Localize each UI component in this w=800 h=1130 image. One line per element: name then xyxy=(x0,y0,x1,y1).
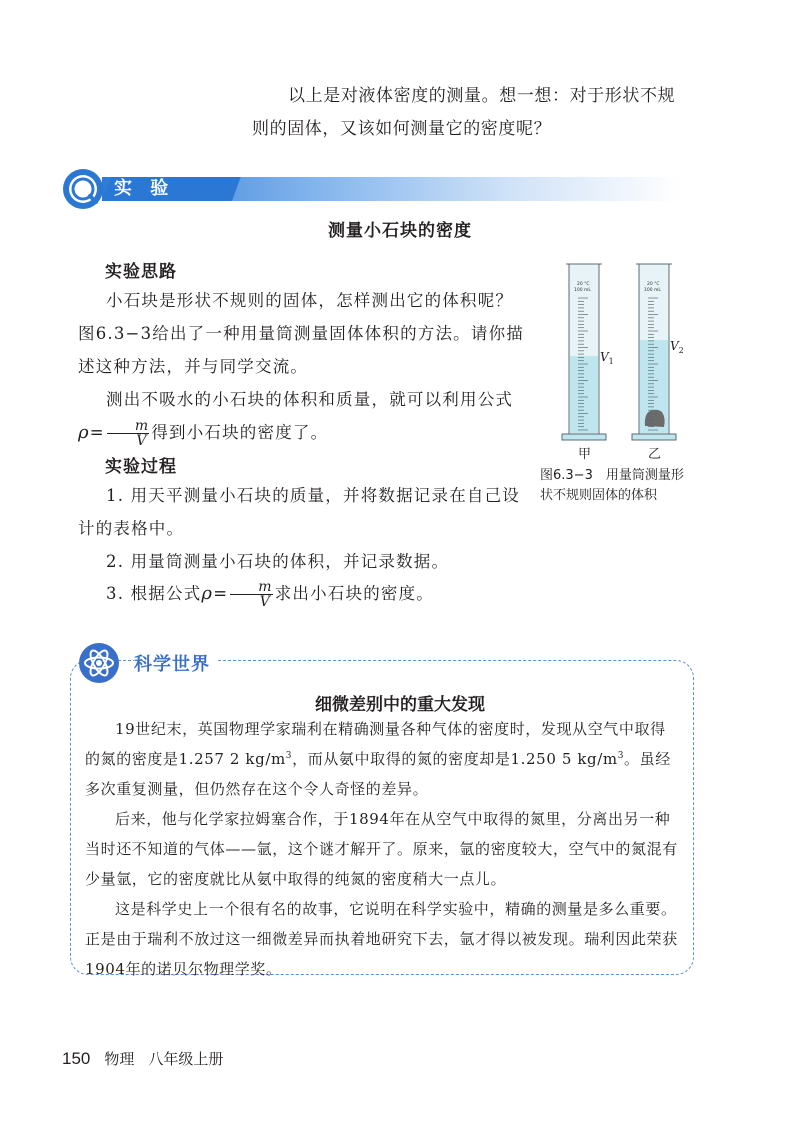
process-step-2: 2. 用量筒测量小石块的体积，并记录数据。 xyxy=(106,552,450,571)
sw-paragraph-2: 后来，他与化学家拉姆塞合作，于1894年在从空气中取得的氮里，分离出另一种当时还不知道的气体——氩，这个谜才解开了。原来，氩的密度较大，空气中的氮混有少量氩，它的密度就比从氨中取得的纯氮的密度稍大一点儿。 xyxy=(85,810,678,888)
experiment-banner xyxy=(62,168,682,208)
v1-label xyxy=(600,350,614,366)
sup-3a: 3 xyxy=(285,751,293,761)
idea-paragraph-2 xyxy=(78,383,528,449)
formula-fraction xyxy=(107,419,149,448)
v1-letter: V xyxy=(600,350,609,364)
cyl2-cap: 100 mL xyxy=(644,288,661,293)
intro-line-1: 以上是对液体密度的测量。想一想：对于形状不规 xyxy=(288,86,676,106)
science-world-title: 细微差别中的重大发现 xyxy=(315,695,485,715)
process-step-1: 1. 用天平测量小石块的质量，并将数据记录在自己设计的表格中。 xyxy=(78,486,520,538)
sw-paragraph-3: 这是科学史上一个很有名的故事，它说明在科学实验中，精确的测量是多么重要。正是由于瑞利不放过这一细微差异而执着地研究下去，氩才得以被发现。瑞利因此荣获1904年的诺贝尔物理学奖。 xyxy=(85,900,678,978)
caption-line-1: 图6.3−3 用量筒测量形 xyxy=(540,468,684,483)
magnifier-icon xyxy=(62,168,104,210)
v2-letter: V xyxy=(670,339,679,353)
formula-denominator: V xyxy=(107,433,149,448)
formula-equals-2: = xyxy=(213,584,229,603)
formula-numerator-2: m xyxy=(258,579,273,595)
sw-p1-b: ，而从氨中取得的氮的密度却是1.250 5 kg/m xyxy=(292,750,618,768)
v1-subscript: 1 xyxy=(608,357,614,366)
sup-3b: 3 xyxy=(617,751,625,761)
atom-icon xyxy=(78,642,120,684)
formula-equals: = xyxy=(89,423,105,442)
idea-paragraph-1: 小石块是形状不规则的固体，怎样测出它的体积呢？图6.3−3给出了一种用量筒测量固体体积的方法。请你描述这种方法，并与同学交流。 xyxy=(78,291,524,376)
v2-subscript: 2 xyxy=(678,346,684,355)
intro-text xyxy=(230,80,700,146)
process-step-3 xyxy=(78,577,528,610)
figure-caption xyxy=(540,466,715,506)
step3-text-b: 求出小石块的密度。 xyxy=(274,584,435,603)
experiment-title: 测量小石块的密度 xyxy=(328,221,472,241)
intro-line-2: 则的固体，又该如何测量它的密度呢？ xyxy=(252,119,552,139)
cyl1-temp: 20 °C xyxy=(577,282,590,287)
step3-text-a: 3. 根据公式 xyxy=(106,584,202,603)
formula-rho-2: ρ xyxy=(201,583,214,604)
sw-p1-c: 。虽经多次重复测量，但仍然存在这个令人奇怪的差异。 xyxy=(85,750,671,798)
formula-denominator-2: V xyxy=(230,594,272,609)
cyl2-temp: 20 °C xyxy=(647,282,660,287)
idea-p2-text-b: 得到小石块的密度了。 xyxy=(151,423,329,442)
base-left xyxy=(562,434,606,440)
formula-numerator: m xyxy=(134,418,150,434)
idea-heading: 实验思路 xyxy=(105,262,177,282)
page-number: 150 xyxy=(62,1049,91,1068)
graduated-cylinders-figure xyxy=(540,258,710,468)
science-world-text xyxy=(85,714,681,984)
formula-fraction-2 xyxy=(230,580,272,609)
v2-label xyxy=(670,339,684,355)
experiment-label: 实 验 xyxy=(114,178,175,199)
caption-line-2: 状不规则固体的体积 xyxy=(540,488,658,503)
formula-rho: ρ xyxy=(78,422,90,443)
sw-p1-a: 19世纪末，英国物理学家瑞利在精确测量各种气体的密度时，发现从空气中取得的氮的密度是1.257 2 kg/m xyxy=(85,720,666,768)
sw-paragraph-1 xyxy=(85,714,681,804)
label-yi: 乙 xyxy=(648,447,662,462)
science-world-label: 科学世界 xyxy=(134,650,218,676)
idea-p2-text-a: 测出不吸水的小石块的体积和质量，就可以利用公式 xyxy=(106,390,514,409)
footer-book: 八年级上册 xyxy=(148,1050,224,1068)
footer-subject: 物理 xyxy=(104,1050,135,1068)
base-right xyxy=(632,434,676,440)
label-jia: 甲 xyxy=(578,447,592,462)
process-heading: 实验过程 xyxy=(105,457,177,477)
cyl1-cap: 100 mL xyxy=(574,288,591,293)
page-footer xyxy=(62,1048,223,1069)
